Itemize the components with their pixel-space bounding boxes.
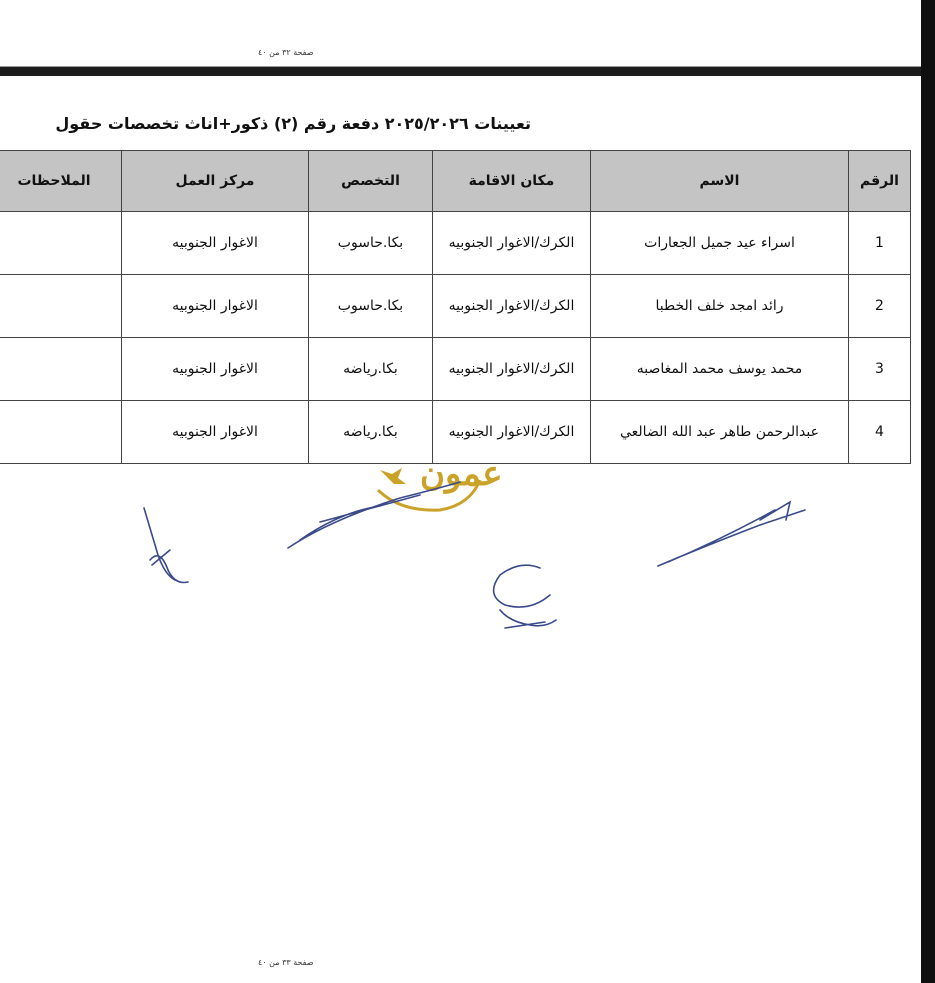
header-major: التخصص: [309, 151, 433, 212]
row-major: بكا.رياضه: [309, 338, 433, 401]
page-footer: صفحة ٣٣ من ٤٠: [258, 958, 314, 967]
row-number: 3: [849, 338, 911, 401]
signatures: [0, 76, 921, 983]
previous-page: [0, 0, 921, 67]
row-residence: الكرك/الاغوار الجنوبيه: [433, 338, 591, 401]
row-major: بكا.حاسوب: [309, 212, 433, 275]
row-workplace: الاغوار الجنوبيه: [122, 275, 309, 338]
row-name: محمد يوسف محمد المغاصبه: [591, 338, 849, 401]
row-residence: الكرك/الاغوار الجنوبيه: [433, 212, 591, 275]
row-major: بكا.حاسوب: [309, 275, 433, 338]
row-name: اسراء عيد جميل الجعارات: [591, 212, 849, 275]
header-number: الرقم: [849, 151, 911, 212]
row-residence: الكرك/الاغوار الجنوبيه: [433, 275, 591, 338]
row-major: بكا.رياضه: [309, 401, 433, 464]
watermark-text: عمون: [420, 454, 503, 494]
header-workplace: مركز العمل: [122, 151, 309, 212]
row-name: عبدالرحمن طاهر عبد الله الضالعي: [591, 401, 849, 464]
signature-3: [494, 565, 556, 628]
row-number: 2: [849, 275, 911, 338]
header-name: الاسم: [591, 151, 849, 212]
header-notes: الملاحظات: [0, 151, 122, 212]
header-residence: مكان الاقامة: [433, 151, 591, 212]
row-number: 1: [849, 212, 911, 275]
row-workplace: الاغوار الجنوبيه: [122, 401, 309, 464]
document-page: [0, 76, 921, 983]
signature-2: [288, 482, 460, 548]
row-workplace: الاغوار الجنوبيه: [122, 338, 309, 401]
signature-4: [658, 502, 805, 566]
scan-edge: [921, 0, 935, 983]
row-name: رائد امجد خلف الخطبا: [591, 275, 849, 338]
previous-page-footer: صفحة ٣٢ من ٤٠: [258, 48, 314, 57]
row-number: 4: [849, 401, 911, 464]
row-workplace: الاغوار الجنوبيه: [122, 212, 309, 275]
page-title: تعيينات ٢٠٢٥/٢٠٢٦ دفعة رقم (٢) ذكور+اناث تخصصات حقول: [55, 114, 531, 133]
signature-1: [144, 508, 188, 583]
row-residence: الكرك/الاغوار الجنوبيه: [433, 401, 591, 464]
